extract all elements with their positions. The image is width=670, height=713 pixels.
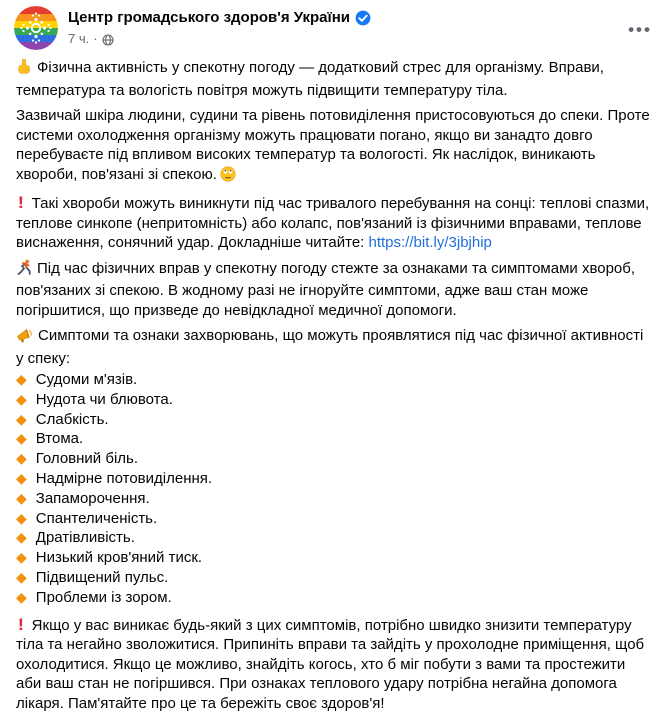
symptom-item (16, 489, 654, 509)
paragraph-text: Симптоми та ознаки захворювань, що можуть проявлятися під час фізичної активності у спеку: (16, 327, 644, 367)
red-exclamation-emoji: ! (17, 614, 25, 634)
rainbow-logo-icon (14, 6, 58, 50)
post-paragraph-1 (16, 58, 654, 100)
symptom-text: Дратівливість. (35, 529, 135, 547)
post-body (0, 50, 670, 713)
symptom-text: Головний біль. (35, 450, 139, 468)
ellipsis-icon: ••• (628, 20, 652, 39)
symptom-list (16, 370, 654, 608)
post-paragraph-2 (16, 106, 654, 187)
post-header (0, 0, 670, 50)
symptom-item (16, 370, 654, 390)
symptom-text: Запаморочення. (35, 489, 150, 507)
diamond-bullet-icon: ◆ (16, 568, 27, 585)
symptom-item (16, 588, 654, 608)
diamond-bullet-icon: ◆ (16, 390, 27, 407)
symptom-item (16, 509, 654, 529)
symptom-text: Втома. (35, 430, 84, 448)
diamond-bullet-icon: ◆ (16, 529, 27, 546)
symptom-text: Спантеличеність. (35, 509, 158, 527)
point-up-emoji (16, 58, 32, 81)
paragraph-text: Фізична активність у спекотну погоду — додатковий стрес для організму. Вправи, температура та вологість повітря можуть підвищити температуру тіла. (16, 59, 604, 99)
header-meta (68, 6, 371, 48)
post-paragraph-7 (16, 615, 654, 713)
symptom-item (16, 528, 654, 548)
symptom-item (16, 410, 654, 430)
symptom-item (16, 568, 654, 588)
symptom-item (16, 390, 654, 410)
diamond-bullet-icon: ◆ (16, 549, 27, 566)
diamond-bullet-icon: ◆ (16, 509, 27, 526)
symptom-text: Низький кров'яний тиск. (35, 549, 203, 567)
flushed-face-emoji (220, 166, 236, 188)
post-link[interactable]: https://bit.ly/3jbjhip (368, 234, 492, 251)
symptom-text: Надмірне потовиділення. (35, 469, 213, 487)
red-exclamation-emoji: ! (17, 193, 25, 212)
avatar[interactable] (14, 6, 58, 50)
runner-emoji (16, 259, 32, 282)
symptom-item (16, 429, 654, 449)
more-options-button[interactable] (624, 18, 656, 42)
diamond-bullet-icon: ◆ (16, 430, 27, 447)
symptom-text: Проблеми із зором. (35, 588, 172, 606)
post-paragraph-3 (16, 193, 654, 253)
post-timestamp[interactable]: 7 ч. (68, 31, 90, 46)
diamond-bullet-icon: ◆ (16, 450, 27, 467)
post-paragraph-4 (16, 259, 654, 321)
paragraph-text: Під час фізичних вправ у спекотну погоду стежте за ознаками та симптомами хвороб, пов'язаних зі спекою. В жодному разі не ігноруйте симптоми, адже ваш стан може погіршитися, що призведе до невідкладної медичної допомоги. (16, 259, 636, 319)
globe-icon (102, 34, 114, 46)
paragraph-text: Якщо у вас виникає будь-який з цих симптомів, потрібно швидко знизити температуру тіла та негайно зволожитися. Припиніть вправи та зайдіть у прохолодне приміщення, щоб охолодитися. Якщо це можливо, знайдіть когось, хто б міг побути з вами та простежити аби ваш стан не погіршився. При ознаках теплового удару потрібна негайна допомога лікаря. Пам'ятайте про це та бережіть своє здоров'я! (16, 616, 645, 712)
paragraph-text: Такі хвороби можуть виникнути під час тривалого перебування на сонці: теплові спазми, теплове синкопе (непритомність) або колапс, пов'язаний із фізичними вправами, теплове виснаження, сонячний удар. Докладніше читайте: (16, 195, 650, 251)
symptom-item (16, 449, 654, 469)
diamond-bullet-icon: ◆ (16, 410, 27, 427)
verified-badge-icon (355, 10, 371, 26)
symptom-item (16, 469, 654, 489)
diamond-bullet-icon: ◆ (16, 588, 27, 605)
diamond-bullet-icon: ◆ (16, 489, 27, 506)
post-paragraph-5 (16, 326, 654, 368)
symptom-item (16, 548, 654, 568)
author-name[interactable]: Центр громадського здоров'я України (68, 9, 351, 26)
symptom-text: Судоми м'язів. (35, 371, 138, 388)
separator: · (93, 31, 98, 46)
paragraph-text: Зазвичай шкіра людини, судини та рівень потовиділення пристосовуються до спеки. Проте системи охолодження організму можуть працювати погано, якщо ви занадто довго перебуваєте під впливом високих температур та вологості. Як наслідок, виникають хвороби, пов'язані зі спекою. (16, 107, 650, 183)
megaphone-emoji (16, 327, 33, 349)
symptom-text: Слабкість. (35, 410, 109, 428)
diamond-bullet-icon: ◆ (16, 469, 27, 486)
symptom-text: Нудота чи блювота. (35, 390, 173, 408)
symptom-text: Підвищений пульс. (35, 568, 169, 586)
diamond-bullet-icon: ◆ (16, 371, 27, 387)
